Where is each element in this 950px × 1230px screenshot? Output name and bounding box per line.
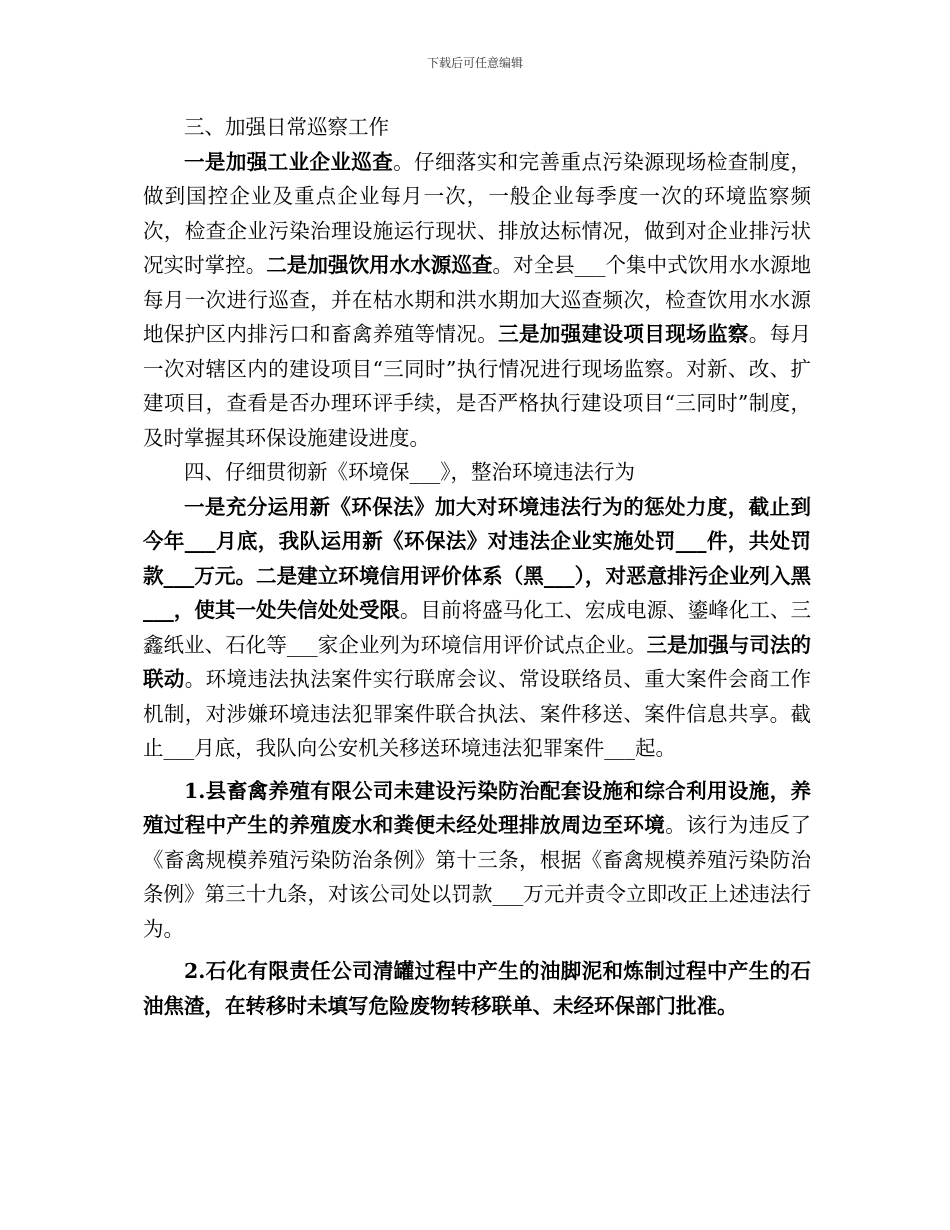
section-3-paragraph xyxy=(143,145,811,456)
case-item-2 xyxy=(143,954,811,1023)
bold-phrase: 1.县畜禽养殖有限公司未建设污染防治配套设施和综合利用设施，养殖过程中产生的养殖废水和粪便未经处理排放周边至环境 xyxy=(143,778,811,837)
text-run: 。仔细落实和完善重点污染源现场检查制度，做到国控企业及重点企业每月一次，一般企业每季度一次的环境监察频次，检查企业污染治理设施运行现状、排放达标情况，做到对企业排污状况实时掌控。 xyxy=(143,149,812,277)
page-header: 下载后可任意编辑 xyxy=(426,56,523,70)
text-run: 。对全县___个集中式饮用水水源地每月一次进行巡查，并在枯水期和洪水期加大巡查频次，检查饮用水水源地保护区内排污口和畜禽养殖等情况。 xyxy=(143,253,812,346)
bold-phrase: 三是加强与司法的联动 xyxy=(143,632,812,691)
text-run: 。目前将盛马化工、宏成电源、鎏峰化工、三鑫纸业、石化等___家企业列为环境信用评价试点企业。 xyxy=(143,598,812,657)
bold-phrase: 一是加强工业企业巡查 xyxy=(184,149,394,174)
text-run: 。每月一次对辖区内的建设项目“三同时”执行情况进行现场监察。对新、改、扩建项目，查看是否办理环评手续，是否严格执行建设项目“三同时”制度，及时掌握其环保设施建设进度。 xyxy=(143,322,812,450)
section-4-title: 四、仔细贯彻新《环境保___》，整治环境违法行为 xyxy=(184,460,635,484)
bold-phrase: 二是加强饮用水水源巡查 xyxy=(266,253,493,277)
bold-phrase: 一是充分运用新《环保法》加大对环境违法行为的惩处力度，截止到今年___月底，我队运用新《环保法》对违法企业实施处罚___件，共处罚款___万元。二是建立环境信用评价体系（黑___），对恶意排污企业列入黑___，使其一处失信处处受限 xyxy=(143,494,811,622)
text-run: 。环境违法执法案件实行联席会议、常设联络员、重大案件会商工作机制，对涉嫌环境违法犯罪案件联合执法、案件移送、案件信息共享。截止___月底，我队向公安机关移送环境违法犯罪案件___起。 xyxy=(143,667,812,760)
text-run: 。该行为违反了《畜禽规模养殖污染防治条例》第十三条，根据《畜禽规模养殖污染防治条例》第三十九条，对该公司处以罚款___万元并责令立即改正上述违法行为。 xyxy=(143,813,812,941)
section-4-paragraph xyxy=(143,490,811,766)
section-3-title: 三、加强日常巡察工作 xyxy=(184,115,389,139)
bold-phrase: 2.石化有限责任公司清罐过程中产生的油脚泥和炼制过程中产生的石油焦渣，在转移时未填写危险废物转移联单、未经环保部门批准。 xyxy=(143,959,811,1018)
case-item-1 xyxy=(143,774,811,947)
document-body xyxy=(143,110,811,1023)
bold-phrase: 三是加强建设项目现场监察 xyxy=(498,322,749,346)
